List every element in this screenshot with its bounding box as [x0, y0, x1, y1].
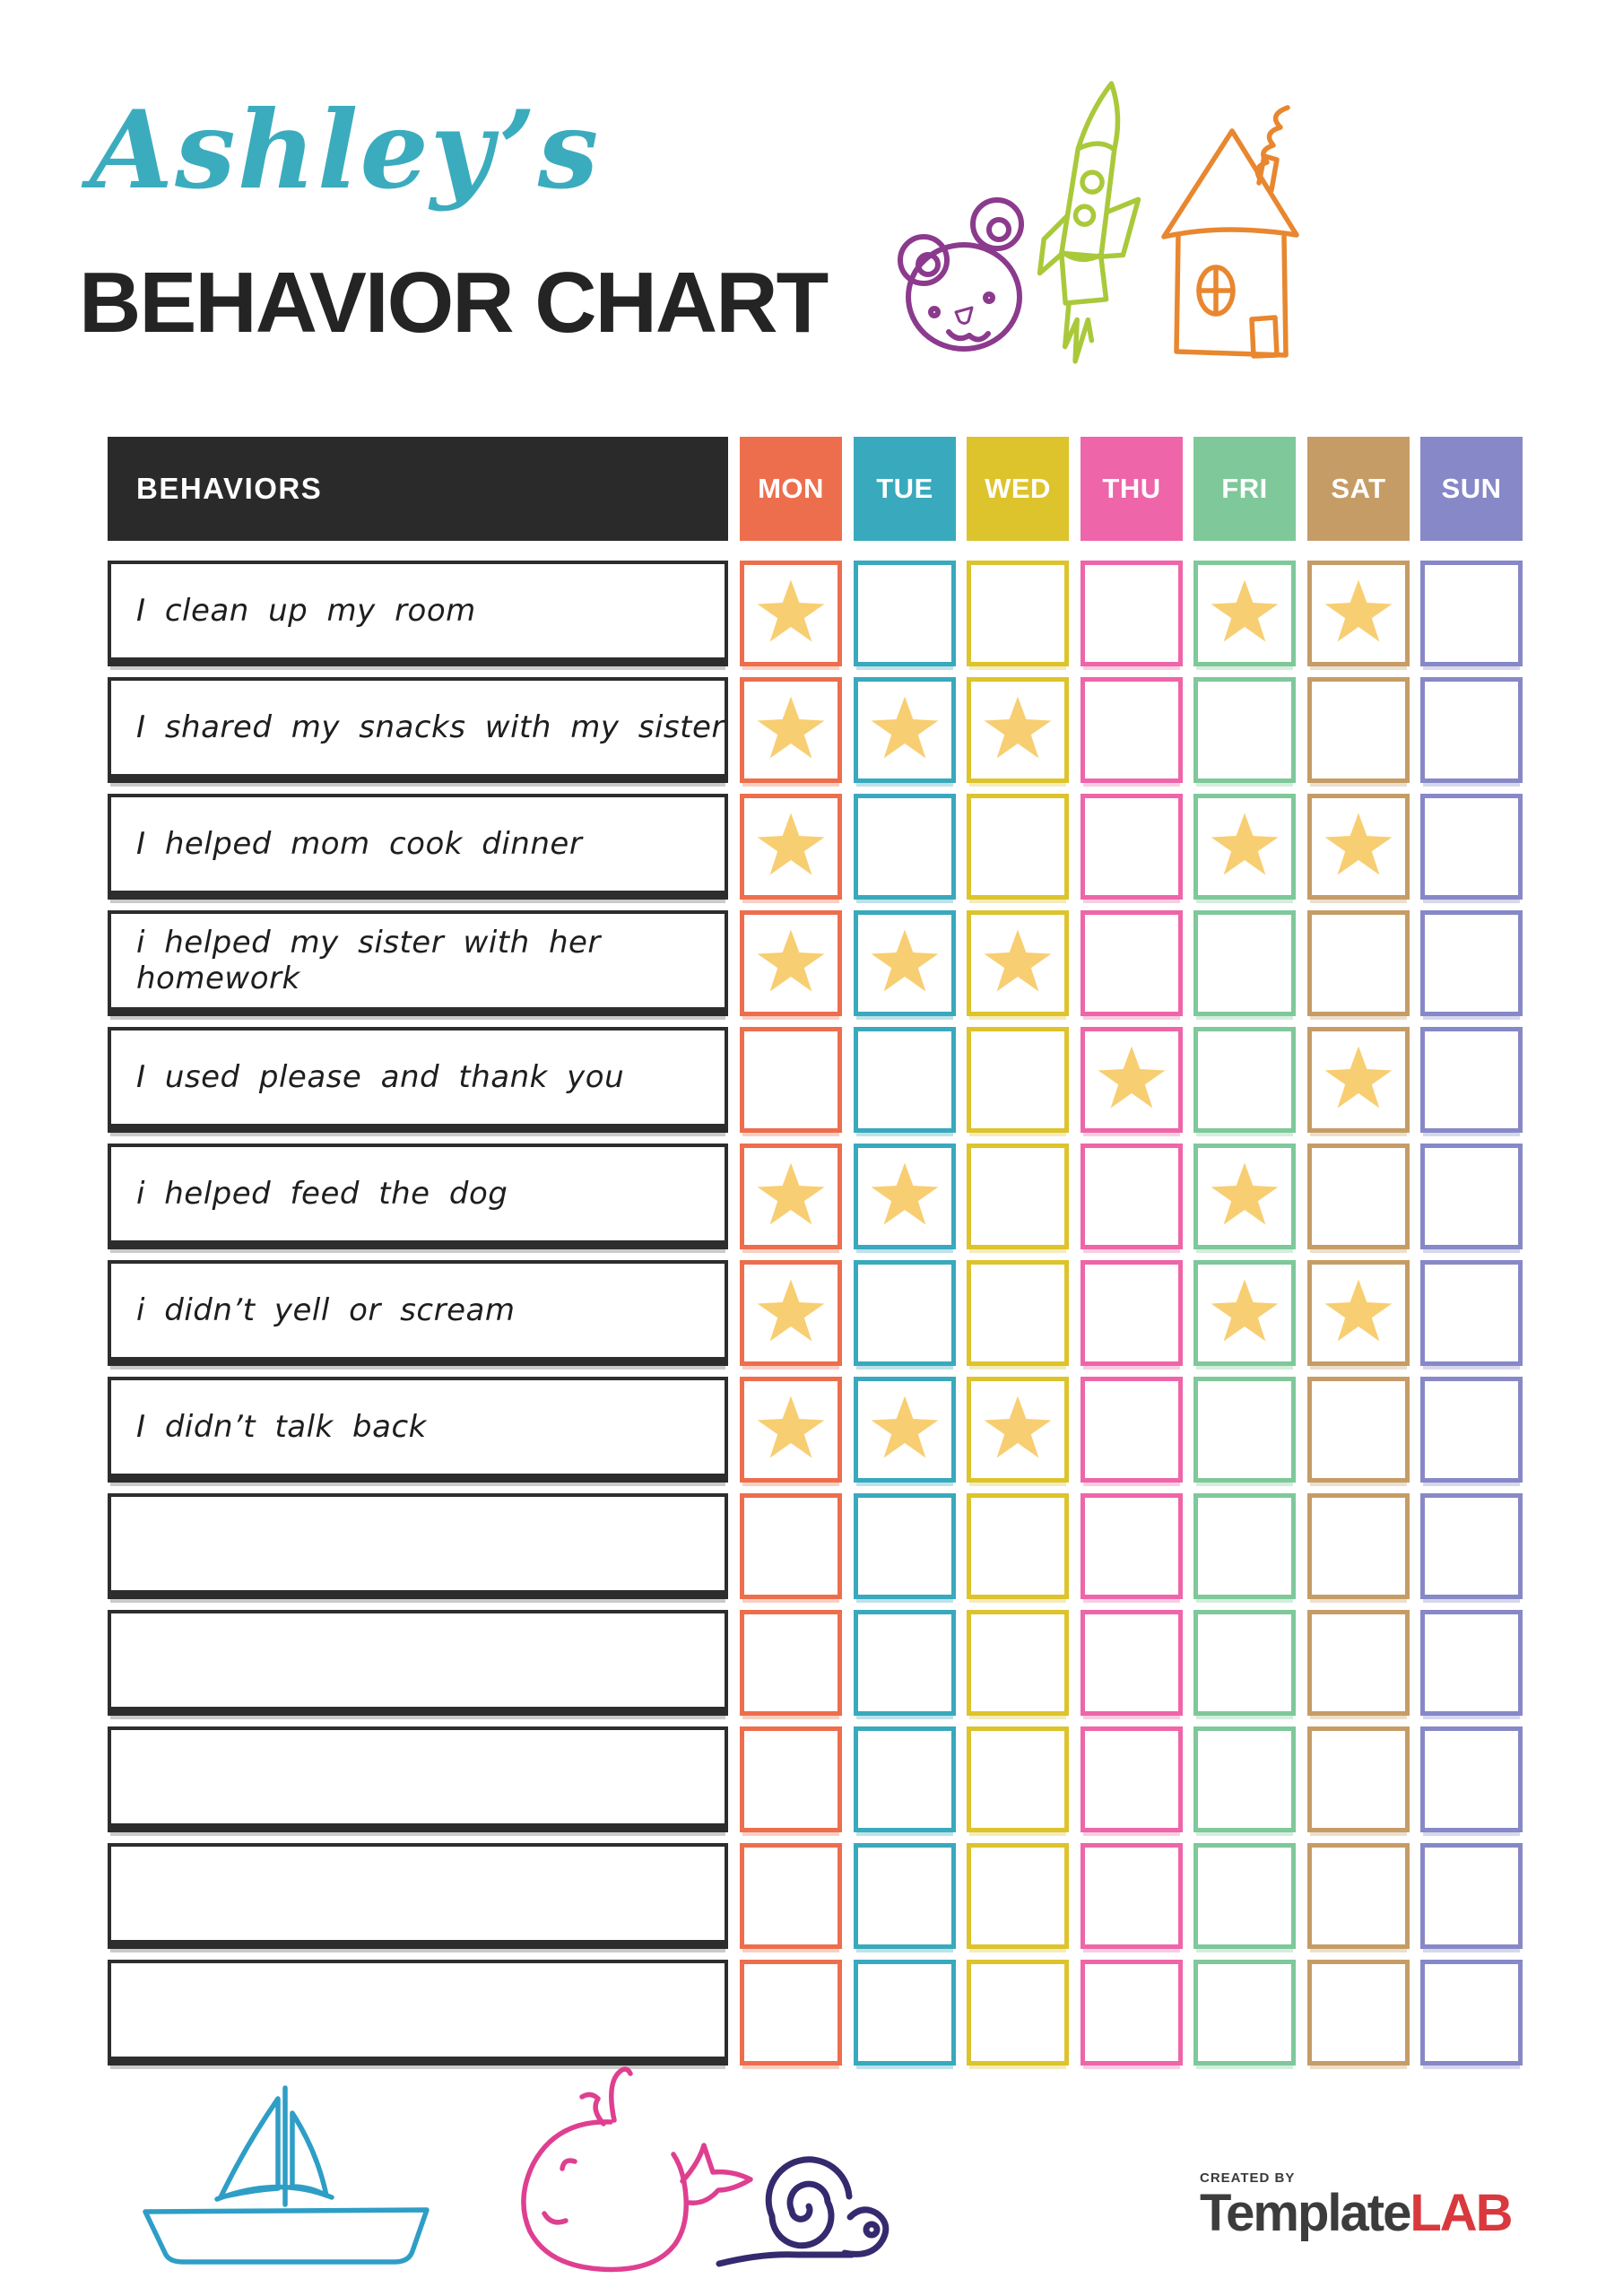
chart-cell-sun [1420, 1027, 1523, 1133]
chart-cell-sat [1307, 1027, 1410, 1133]
behaviors-column-header: BEHAVIORS [108, 437, 728, 541]
day-header-thu: THU [1081, 437, 1183, 541]
chart-cell-sat [1307, 1610, 1410, 1716]
chart-cell-tue [854, 1726, 956, 1832]
chart-cell-fri [1193, 1377, 1296, 1483]
star-icon [1324, 813, 1393, 881]
star-icon [1324, 580, 1393, 648]
star-icon [756, 580, 826, 648]
star-icon [983, 1396, 1053, 1464]
chart-cell-thu [1081, 1027, 1183, 1133]
chart-cell-sat [1307, 1843, 1410, 1949]
star-icon [870, 697, 940, 764]
chart-cell-fri [1193, 910, 1296, 1016]
chart-cell-mon [740, 1260, 842, 1366]
chart-cell-wed [967, 1726, 1069, 1832]
chart-cell-tue [854, 677, 956, 783]
chart-cell-thu [1081, 1843, 1183, 1949]
chart-cell-tue [854, 1610, 956, 1716]
star-icon [1210, 813, 1280, 881]
chart-cell-sat [1307, 1493, 1410, 1599]
chart-cell-mon [740, 1843, 842, 1949]
star-icon [1210, 1280, 1280, 1347]
chart-cell-thu [1081, 1610, 1183, 1716]
chart-cell-tue [854, 1377, 956, 1483]
chart-cell-wed [967, 561, 1069, 666]
star-icon [1210, 580, 1280, 648]
behavior-label: i helped my sister with her homework [108, 910, 728, 1016]
day-header-sat: SAT [1307, 437, 1410, 541]
chart-cell-sat [1307, 1726, 1410, 1832]
chart-cell-wed [967, 910, 1069, 1016]
chart-cell-sat [1307, 910, 1410, 1016]
chart-cell-mon [740, 1027, 842, 1133]
behavior-label: I helped mom cook dinner [108, 794, 728, 900]
chart-cell-sat [1307, 1260, 1410, 1366]
chart-cell-mon [740, 1493, 842, 1599]
chart-cell-thu [1081, 1260, 1183, 1366]
chart-cell-wed [967, 1960, 1069, 2066]
chart-cell-thu [1081, 677, 1183, 783]
chart-cell-sat [1307, 794, 1410, 900]
chart-cell-thu [1081, 1960, 1183, 2066]
chart-cell-sun [1420, 677, 1523, 783]
chart-cell-mon [740, 1726, 842, 1832]
snail-doodle-icon [708, 2124, 906, 2276]
star-icon [1210, 1163, 1280, 1231]
chart-cell-sun [1420, 1610, 1523, 1716]
star-icon [1324, 1280, 1393, 1347]
chart-cell-tue [854, 1027, 956, 1133]
behavior-label [108, 1493, 728, 1599]
star-icon [1324, 1047, 1393, 1114]
chart-cell-fri [1193, 1260, 1296, 1366]
day-header-fri: FRI [1193, 437, 1296, 541]
chart-cell-thu [1081, 1377, 1183, 1483]
chart-cell-tue [854, 910, 956, 1016]
chart-cell-mon [740, 794, 842, 900]
behavior-label: i helped feed the dog [108, 1144, 728, 1249]
chart-cell-wed [967, 1377, 1069, 1483]
chart-cell-fri [1193, 1610, 1296, 1716]
chart-cell-fri [1193, 1027, 1296, 1133]
star-icon [870, 1163, 940, 1231]
chart-cell-mon [740, 910, 842, 1016]
chart-cell-sat [1307, 1377, 1410, 1483]
chart-cell-wed [967, 1843, 1069, 1949]
chart-cell-sun [1420, 910, 1523, 1016]
chart-cell-sun [1420, 1960, 1523, 2066]
brand-name [1200, 2184, 1512, 2242]
chart-cell-sun [1420, 1493, 1523, 1599]
behavior-label [108, 1960, 728, 2066]
star-icon [983, 697, 1053, 764]
day-header-sun: SUN [1420, 437, 1523, 541]
chart-cell-thu [1081, 1493, 1183, 1599]
chart-cell-thu [1081, 1726, 1183, 1832]
chart-cell-thu [1081, 561, 1183, 666]
star-icon [756, 930, 826, 997]
templatelab-logo [1200, 2170, 1512, 2242]
chart-cell-sun [1420, 1260, 1523, 1366]
chart-cell-tue [854, 1960, 956, 2066]
behavior-label [108, 1726, 728, 1832]
star-icon [756, 1280, 826, 1347]
chart-cell-sun [1420, 1726, 1523, 1832]
chart-cell-tue [854, 1493, 956, 1599]
chart-cell-wed [967, 1610, 1069, 1716]
chart-cell-mon [740, 1960, 842, 2066]
chart-cell-fri [1193, 1493, 1296, 1599]
sailboat-doodle-icon [135, 2079, 439, 2272]
chart-cell-wed [967, 1493, 1069, 1599]
chart-cell-fri [1193, 677, 1296, 783]
chart-cell-thu [1081, 910, 1183, 1016]
chart-cell-thu [1081, 794, 1183, 900]
chart-cell-thu [1081, 1144, 1183, 1249]
day-header-mon: MON [740, 437, 842, 541]
behavior-label: I used please and thank you [108, 1027, 728, 1133]
chart-cell-tue [854, 1144, 956, 1249]
brand-template: Template [1200, 2184, 1410, 2242]
star-icon [756, 813, 826, 881]
child-name-title: Ashley’s [90, 87, 601, 213]
chart-cell-tue [854, 1260, 956, 1366]
chart-cell-mon [740, 561, 842, 666]
brand-lab: LAB [1410, 2184, 1512, 2242]
page-title: BEHAVIOR CHART [79, 255, 828, 351]
chart-cell-fri [1193, 561, 1296, 666]
behavior-label: I clean up my room [108, 561, 728, 666]
chart-cell-sat [1307, 561, 1410, 666]
chart-cell-wed [967, 794, 1069, 900]
chart-cell-sat [1307, 677, 1410, 783]
day-header-wed: WED [967, 437, 1069, 541]
chart-cell-sun [1420, 1144, 1523, 1249]
chart-cell-sun [1420, 561, 1523, 666]
chart-cell-fri [1193, 1726, 1296, 1832]
star-icon [756, 1163, 826, 1231]
chart-cell-wed [967, 677, 1069, 783]
behavior-label: i didn’t yell or scream [108, 1260, 728, 1366]
behavior-label: I didn’t talk back [108, 1377, 728, 1483]
day-header-tue: TUE [854, 437, 956, 541]
behavior-label: I shared my snacks with my sister [108, 677, 728, 783]
chart-cell-wed [967, 1144, 1069, 1249]
star-icon [756, 1396, 826, 1464]
chart-cell-mon [740, 1377, 842, 1483]
chart-cell-fri [1193, 794, 1296, 900]
chart-cell-sun [1420, 1377, 1523, 1483]
chart-cell-sat [1307, 1144, 1410, 1249]
behavior-label [108, 1843, 728, 1949]
chart-cell-fri [1193, 1960, 1296, 2066]
created-by-label: CREATED BY [1200, 2170, 1296, 2186]
star-icon [1097, 1047, 1167, 1114]
chart-cell-wed [967, 1027, 1069, 1133]
behavior-label [108, 1610, 728, 1716]
chart-cell-sun [1420, 794, 1523, 900]
star-icon [756, 697, 826, 764]
chart-cell-sat [1307, 1960, 1410, 2066]
chart-cell-sun [1420, 1843, 1523, 1949]
chart-cell-wed [967, 1260, 1069, 1366]
chart-cell-fri [1193, 1843, 1296, 1949]
star-icon [870, 1396, 940, 1464]
star-icon [983, 930, 1053, 997]
chart-cell-tue [854, 561, 956, 666]
chart-cell-mon [740, 677, 842, 783]
chart-cell-mon [740, 1144, 842, 1249]
chart-cell-fri [1193, 1144, 1296, 1249]
chart-cell-tue [854, 1843, 956, 1949]
chart-cell-tue [854, 794, 956, 900]
star-icon [870, 930, 940, 997]
chart-cell-mon [740, 1610, 842, 1716]
